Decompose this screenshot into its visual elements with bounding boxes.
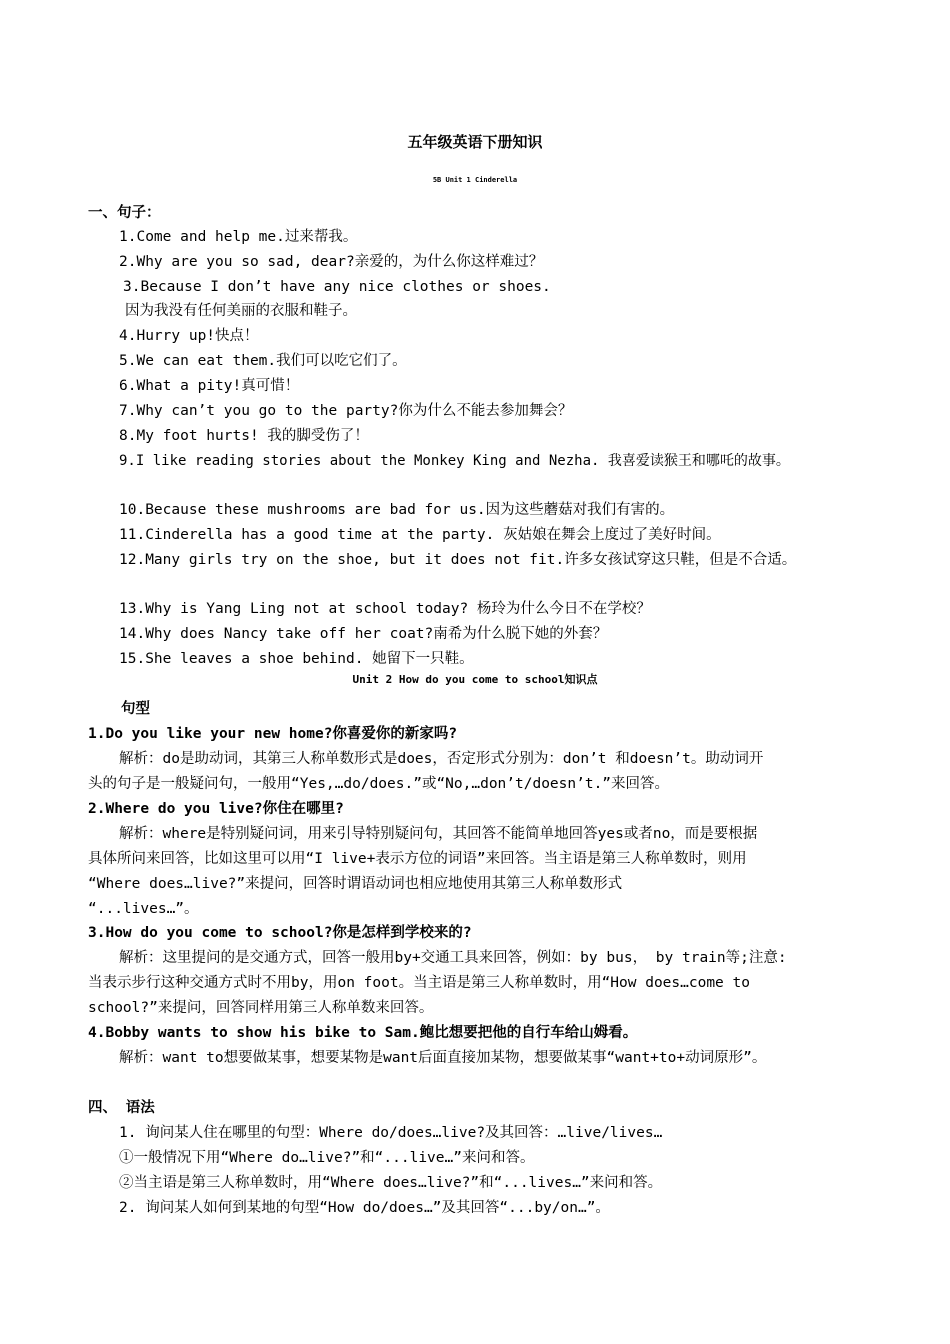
sentence-line: 因为我没有任何美丽的衣服和鞋子。	[125, 303, 357, 319]
sentence-line: 6.What a pity!真可惜！	[119, 378, 300, 394]
question-2-note: 具体所问来回答，比如这里可以用“I live+表示方位的词语”来回答。当主语是第三人称单数时，则用	[88, 851, 747, 867]
question-2-note: “Where does…live?”来提问，回答时谓语动词也相应地使用其第三人称单数形式	[88, 876, 623, 892]
sentence-line: 13.Why is Yang Ling not at school today? 杨玲为什么今日不在学校？	[119, 601, 651, 617]
grammar-line: 2. 询问某人如何到某地的句型“How do/does…”及其回答“...by/on…”。	[119, 1200, 610, 1216]
pattern-label: 句型	[121, 701, 150, 717]
sentence-line: 8.My foot hurts! 我的脚受伤了！	[119, 428, 369, 444]
sentence-line: 15.She leaves a shoe behind. 她留下一只鞋。	[119, 651, 474, 667]
sentence-line: 3.Because I don’t have any nice clothes or shoes.	[123, 279, 551, 295]
question-4: 4.Bobby wants to show his bike to Sam.鲍比想要把他的自行车给山姆看。	[88, 1025, 638, 1041]
question-1-note: 头的句子是一般疑问句，一般用“Yes,…do/does.”或“No,…don’t/doesn’t.”来回答。	[88, 776, 670, 792]
grammar-line: 1. 询问某人住在哪里的句型：Where do/does…live?及其回答：…live/lives…	[119, 1125, 663, 1141]
sentence-line: 7.Why can’t you go to the party?你为什么不能去参加舞会？	[119, 403, 573, 419]
grammar-line: ①一般情况下用“Where do…live?”和“...live…”来问和答。	[119, 1150, 535, 1166]
question-2: 2.Where do you live?你住在哪里?	[88, 801, 344, 817]
sentences-section-label: 一、句子：	[88, 205, 161, 221]
page-title: 五年级英语下册知识	[407, 133, 543, 151]
grammar-line: ②当主语是第三人称单数时，用“Where does…live?”和“...lives…”来问和答。	[119, 1175, 663, 1191]
unit1-heading: 5B Unit 1 Cinderella	[432, 176, 518, 184]
unit2-heading: Unit 2 How do you come to school知识点	[352, 673, 598, 686]
sentence-line: 11.Cinderella has a good time at the party. 灰姑娘在舞会上度过了美好时间。	[119, 527, 721, 543]
question-3-note: 解析：这里提问的是交通方式，回答一般用by+交通工具来回答，例如：by bus， by train等;注意:	[119, 950, 787, 966]
sentence-line: 5.We can eat them.我们可以吃它们了。	[119, 353, 407, 369]
question-1-note: 解析：do是助动词，其第三人称单数形式是does，否定形式分别为：don’t 和doesn’t。助动词开	[119, 751, 764, 767]
question-3-note: school?”来提问，回答同样用第三人称单数来回答。	[88, 1000, 434, 1016]
question-3: 3.How do you come to school?你是怎样到学校来的?	[88, 925, 472, 941]
question-4-note: 解析：want to想要做某事，想要某物是want后面直接加某物，想要做某事“want+to+动词原形”。	[119, 1050, 767, 1066]
sentence-line: 12.Many girls try on the shoe, but it does not fit.许多女孩试穿这只鞋，但是不合适。	[119, 552, 797, 568]
question-2-note: 解析：where是特别疑问词，用来引导特别疑问句，其回答不能简单地回答yes或者no，而是要根据	[119, 826, 758, 842]
question-1: 1.Do you like your new home?你喜爱你的新家吗?	[88, 726, 458, 742]
grammar-label: 四、 语法	[88, 1100, 155, 1116]
sentence-line: 9.I like reading stories about the Monkey King and Nezha. 我喜爱读猴王和哪吒的故事。	[119, 453, 790, 469]
question-3-note: 当表示步行这种交通方式时不用by，用on foot。当主语是第三人称单数时，用“How does…come to	[88, 975, 750, 991]
sentence-line: 4.Hurry up!快点！	[119, 328, 259, 344]
sentence-line: 14.Why does Nancy take off her coat?南希为什么脱下她的外套？	[119, 626, 608, 642]
sentence-line: 10.Because these mushrooms are bad for us.因为这些蘑菇对我们有害的。	[119, 502, 675, 518]
sentence-line: 1.Come and help me.过来帮我。	[119, 229, 358, 245]
sentence-line: 2.Why are you so sad, dear?亲爱的，为什么你这样难过？	[119, 254, 544, 270]
question-2-note: “...lives…”。	[88, 901, 199, 917]
